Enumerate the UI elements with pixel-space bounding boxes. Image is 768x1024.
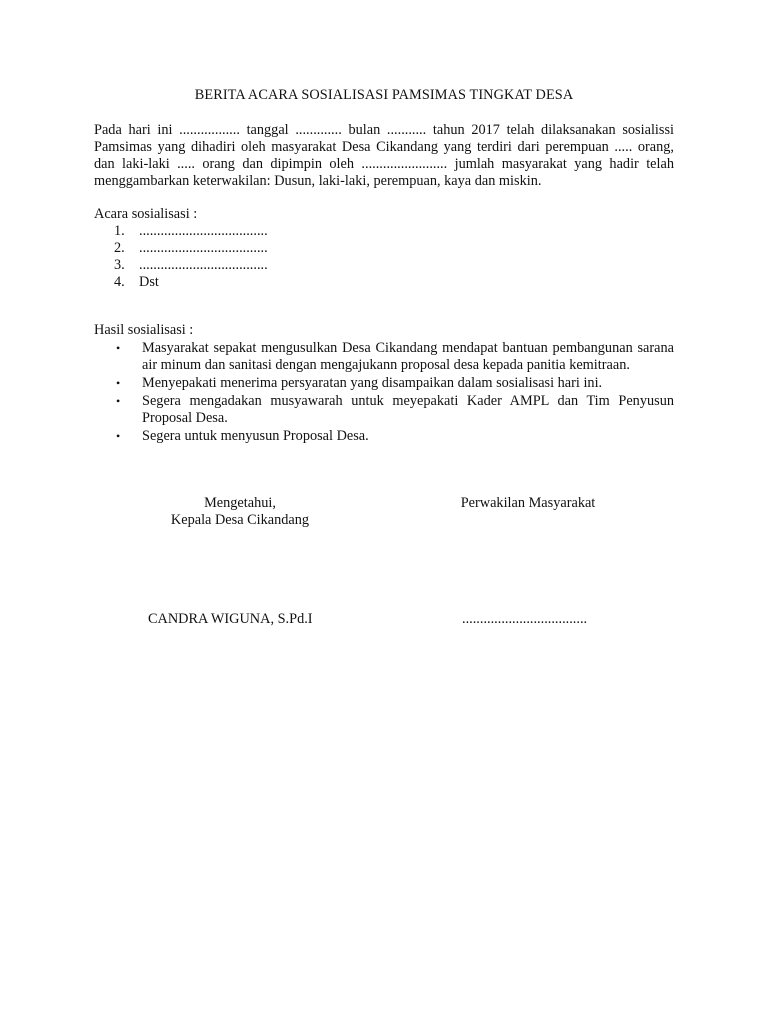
list-item-number: 3. bbox=[114, 257, 125, 273]
list-item-text: .................................... bbox=[139, 240, 268, 256]
hasil-label: Hasil sosialisasi : bbox=[94, 322, 194, 338]
list-item-text: .................................... bbox=[139, 257, 268, 273]
signatory-left-name: CANDRA WIGUNA, S.Pd.I bbox=[148, 611, 313, 627]
bullet-item-text: Menyepakati menerima persyaratan yang disampaikan dalam sosialisasi hari ini. bbox=[142, 375, 603, 391]
list-item bbox=[114, 240, 268, 257]
signature-left-line2: Kepala Desa Cikandang bbox=[170, 512, 310, 528]
list-item bbox=[114, 257, 268, 274]
bullet-icon: • bbox=[116, 394, 121, 408]
acara-label: Acara sosialisasi : bbox=[94, 206, 198, 222]
signatory-right-name: ................................... bbox=[462, 611, 588, 627]
list-item-text: .................................... bbox=[139, 223, 268, 239]
list-item bbox=[114, 274, 268, 291]
signature-right-block bbox=[428, 495, 628, 512]
signature-left-block bbox=[140, 495, 340, 529]
intro-paragraph bbox=[94, 122, 674, 190]
hasil-list bbox=[116, 340, 674, 446]
list-item-text: Dst bbox=[139, 274, 159, 290]
bullet-icon: • bbox=[116, 429, 121, 443]
bullet-item-text: Masyarakat sepakat mengusulkan Desa Cikandang mendapat bantuan pembangunan sarana air minum dan sanitasi dengan mengajukann proposal desa kepada panitia kemitraan. bbox=[142, 340, 674, 373]
acara-list bbox=[114, 223, 268, 291]
bullet-item bbox=[116, 375, 674, 392]
signature-right-line1: Perwakilan Masyarakat bbox=[460, 495, 596, 511]
intro-paragraph-text: Pada hari ini ................. tanggal ............. bulan ........... tahun 2017 telah dilaksanakan sosialissi Pamsimas yang dihadiri oleh masyarakat Desa Cikandang yang terdiri dari perempuan ..... orang, dan laki-laki ..... orang dan dipimpin oleh ........................ jumlah masyarakat yang hadir telah menggambarkan keterwakilan: Dusun, laki-laki, perempuan, kaya dan miskin. bbox=[94, 122, 674, 189]
document-title: BERITA ACARA SOSIALISASI PAMSIMAS TINGKAT DESA bbox=[194, 87, 574, 103]
bullet-icon: • bbox=[116, 341, 121, 355]
bullet-item-text: Segera untuk menyusun Proposal Desa. bbox=[142, 428, 369, 444]
bullet-icon: • bbox=[116, 376, 121, 390]
bullet-item bbox=[116, 393, 674, 427]
list-item bbox=[114, 223, 268, 240]
list-item-number: 2. bbox=[114, 240, 125, 256]
signature-left-line1: Mengetahui, bbox=[204, 495, 276, 511]
list-item-number: 1. bbox=[114, 223, 125, 239]
bullet-item-text: Segera mengadakan musyawarah untuk meyepakati Kader AMPL dan Tim Penyusun Proposal Desa. bbox=[142, 393, 674, 426]
bullet-item bbox=[116, 340, 674, 374]
list-item-number: 4. bbox=[114, 274, 125, 290]
bullet-item bbox=[116, 428, 674, 445]
